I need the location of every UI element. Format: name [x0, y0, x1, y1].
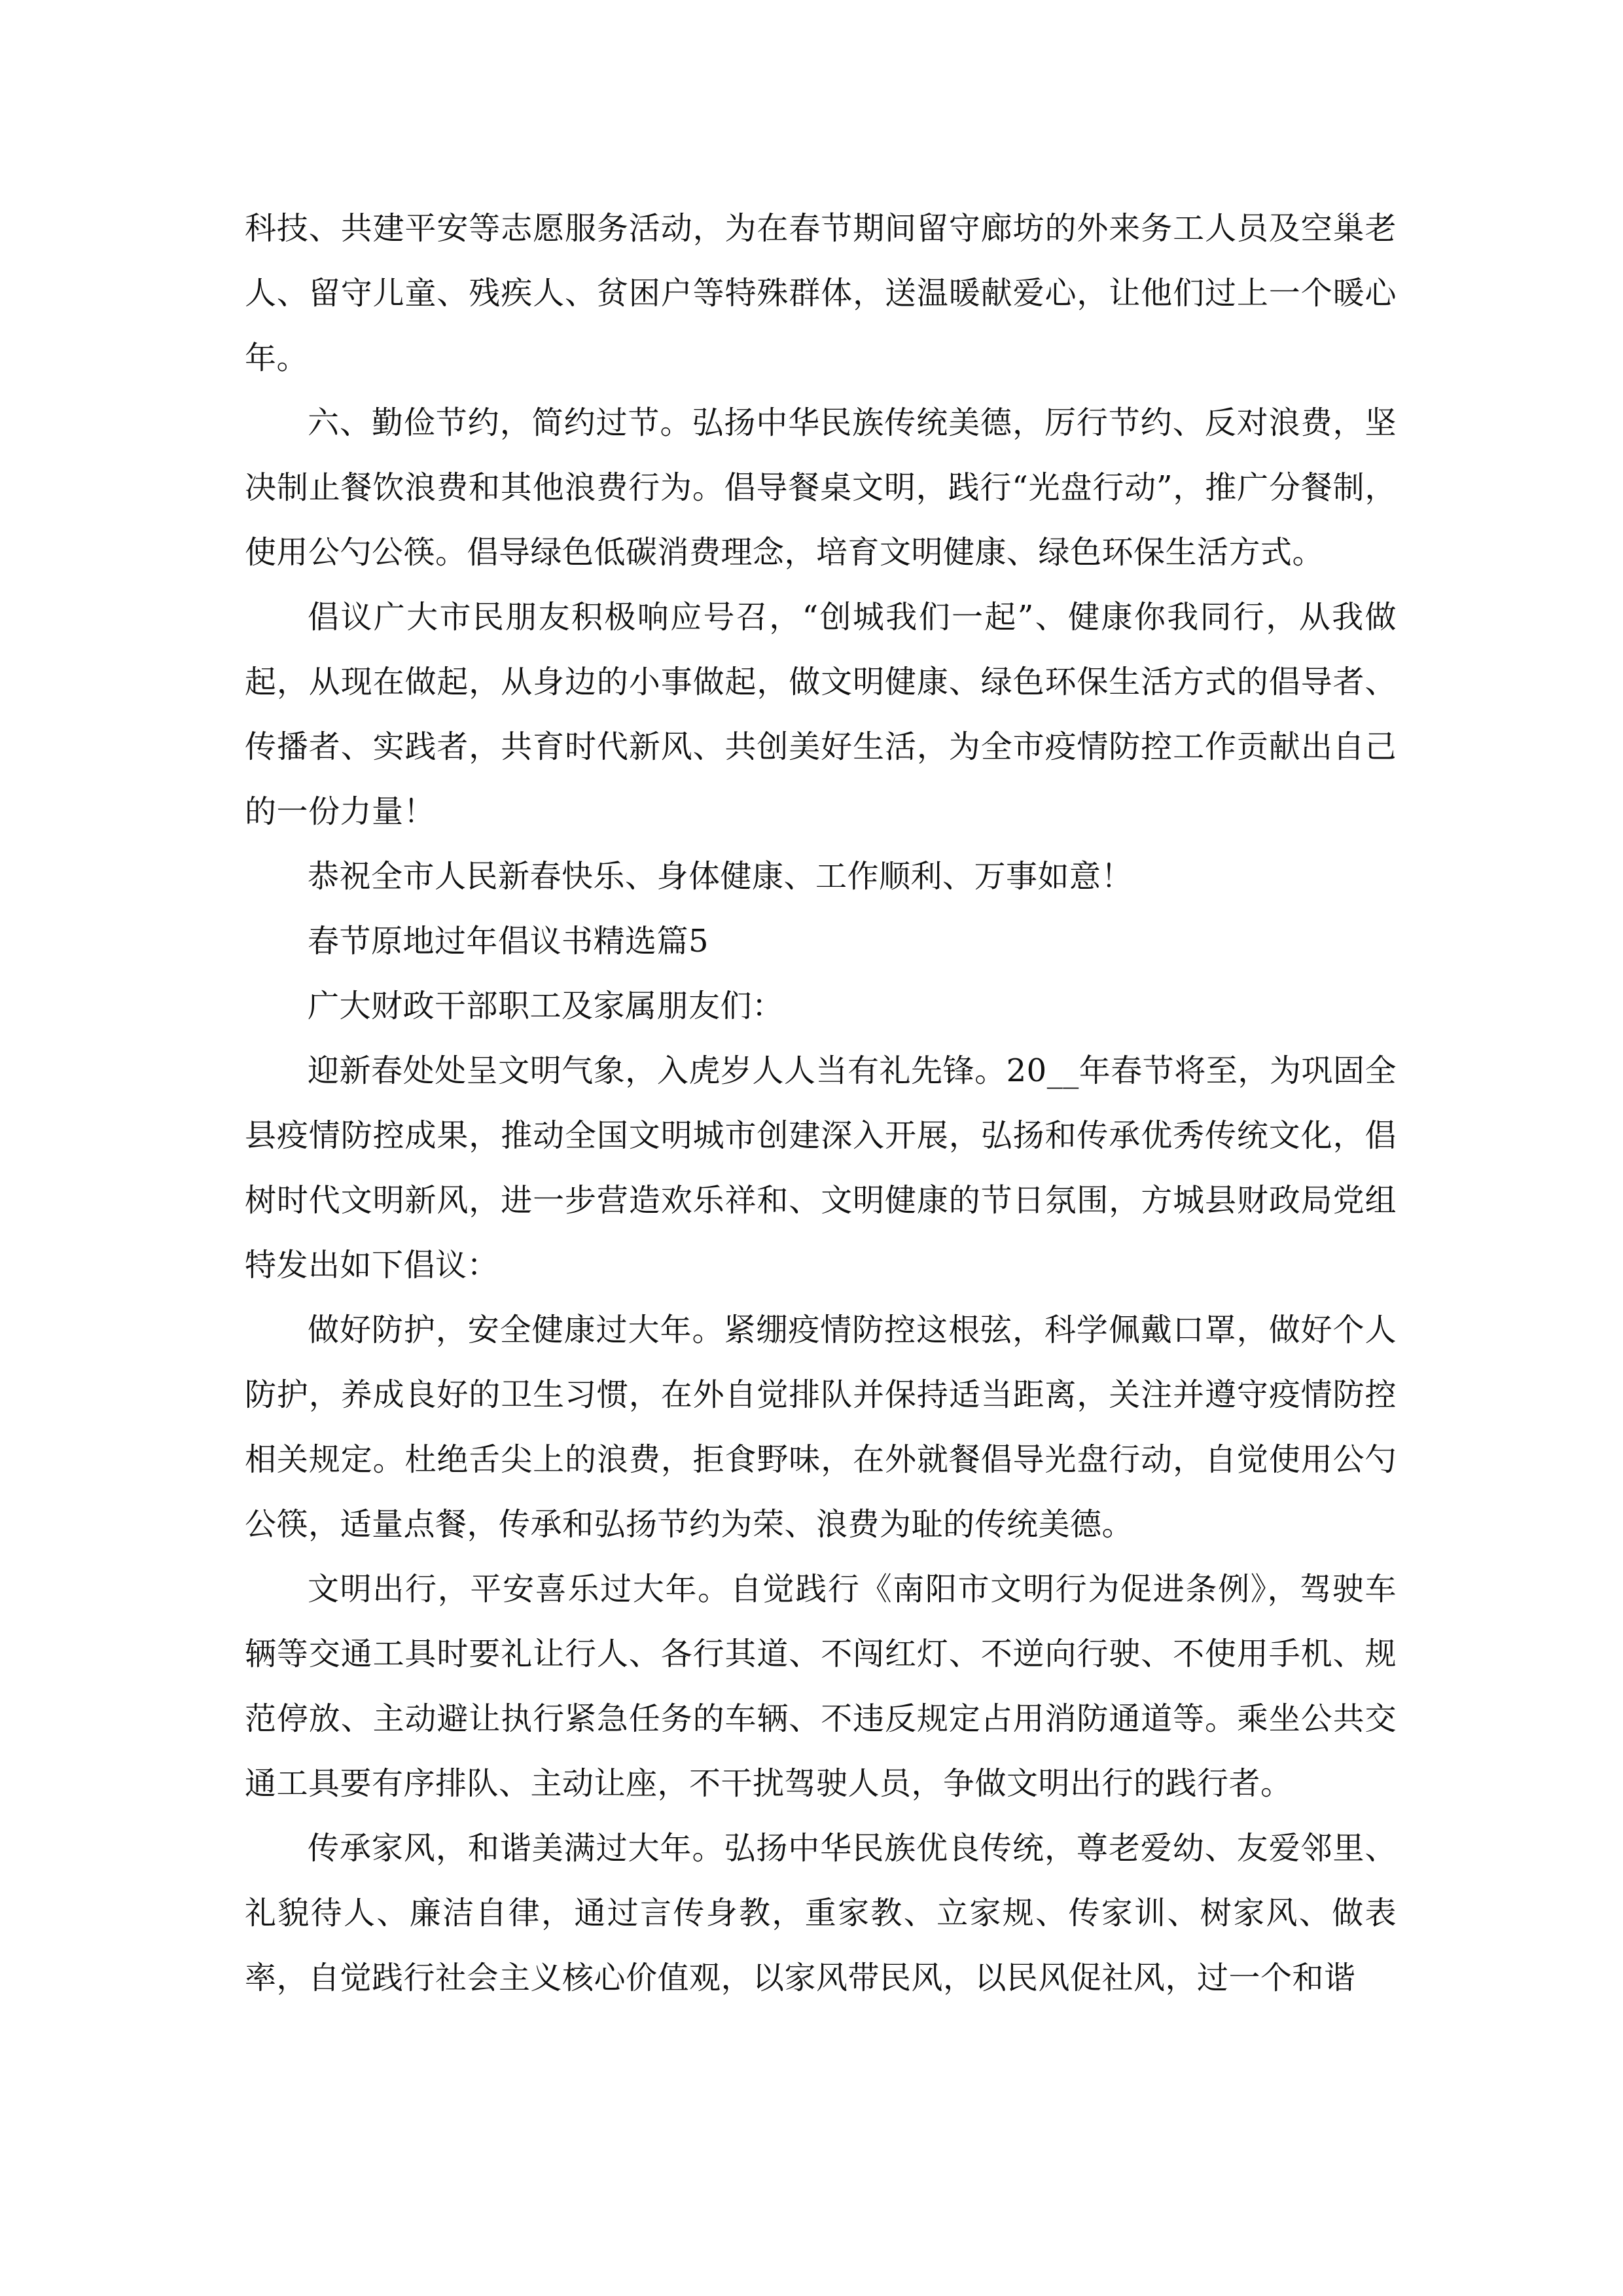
paragraph-protection: 做好防护，安全健康过大年。紧绷疫情防控这根弦，科学佩戴口罩，做好个人防护，养成良好的卫生习惯，在外自觉排队并保持适当距离，关注并遵守疫情防控相关规定。杜绝舌尖上的浪费，拒食野味，在外就餐倡导光盘行动，自觉使用公勺公筷，适量点餐，传承和弘扬节约为荣、浪费为耻的传统美德。	[245, 1312, 1397, 1543]
paragraph-civilized-travel: 文明出行，平安喜乐过大年。自觉践行《南阳市文明行为促进条例》，驾驶车辆等交通工具时要礼让行人、各行其道、不闯红灯、不逆向行驶、不使用手机、规范停放、主动避让执行紧急任务的车辆、不违反规定占用消防通道等。乘坐公共交通工具要有序排队、主动让座，不干扰驾驶人员，争做文明出行的践行者。	[245, 1571, 1397, 1802]
section-heading: 春节原地过年倡议书精选篇5	[308, 923, 709, 960]
paragraph-new-year-wishes: 恭祝全市人民新春快乐、身体健康、工作顺利、万事如意！	[308, 858, 1133, 895]
paragraph-family-tradition: 传承家风，和谐美满过大年。弘扬中华民族优良传统，尊老爱幼、友爱邻里、礼貌待人、廉洁自律，通过言传身教，重家教、立家规、传家训、树家风、做表率，自觉践行社会主义核心价值观，以家风带民风，以民风促社风，过一个和谐	[245, 1830, 1397, 1996]
document-page	[245, 196, 1397, 2011]
paragraph-continued: 科技、共建平安等志愿服务活动，为在春节期间留守廊坊的外来务工人员及空巢老人、留守儿童、残疾人、贫困户等特殊群体，送温暖献爱心，让他们过上一个暖心年。	[245, 210, 1397, 376]
paragraph-frugality: 六、勤俭节约，简约过节。弘扬中华民族传统美德，厉行节约、反对浪费，坚决制止餐饮浪费和其他浪费行为。倡导餐桌文明，践行“光盘行动”，推广分餐制，使用公勺公筷。倡导绿色低碳消费理念，培育文明健康、绿色环保生活方式。	[245, 404, 1397, 571]
paragraph-call-to-citizens: 倡议广大市民朋友积极响应号召，“创城我们一起”、健康你我同行，从我做起，从现在做起，从身边的小事做起，做文明健康、绿色环保生活方式的倡导者、传播者、实践者，共育时代新风、共创美好生活，为全市疫情防控工作贡献出自己的一份力量！	[245, 599, 1397, 830]
paragraph-intro: 迎新春处处呈文明气象，入虎岁人人当有礼先锋。20__年春节将至，为巩固全县疫情防控成果，推动全国文明城市创建深入开展，弘扬和传承优秀传统文化，倡树时代文明新风，进一步营造欢乐祥和、文明健康的节日氛围，方城县财政局党组特发出如下倡议：	[245, 1052, 1397, 1283]
salutation: 广大财政干部职工及家属朋友们：	[308, 988, 784, 1024]
